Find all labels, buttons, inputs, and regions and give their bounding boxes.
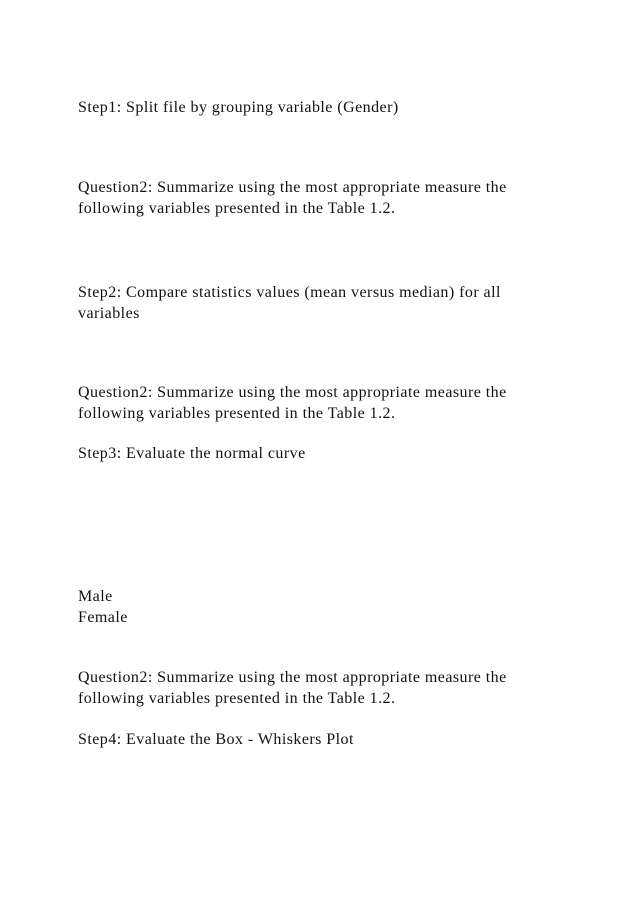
question2-text-line1: Question2: Summarize using the most appropriate measure the <box>78 384 507 401</box>
step1-text: Step1: Split file by grouping variable (Gender) <box>78 99 399 116</box>
step2-text-line1: Step2: Compare statistics values (mean versus median) for all <box>78 284 501 301</box>
question2-text-line1: Question2: Summarize using the most appropriate measure the <box>78 179 507 196</box>
female-label: Female <box>78 609 128 626</box>
male-label: Male <box>78 588 113 605</box>
question2-text-line2: following variables presented in the Table 1.2. <box>78 405 396 422</box>
step4-text: Step4: Evaluate the Box - Whiskers Plot <box>78 731 354 748</box>
question2-text-line2: following variables presented in the Table 1.2. <box>78 690 396 707</box>
question2-text-line2: following variables presented in the Table 1.2. <box>78 200 396 217</box>
question2-text-line1: Question2: Summarize using the most appropriate measure the <box>78 669 507 686</box>
step2-text-line2: variables <box>78 305 140 322</box>
step3-text: Step3: Evaluate the normal curve <box>78 445 306 462</box>
